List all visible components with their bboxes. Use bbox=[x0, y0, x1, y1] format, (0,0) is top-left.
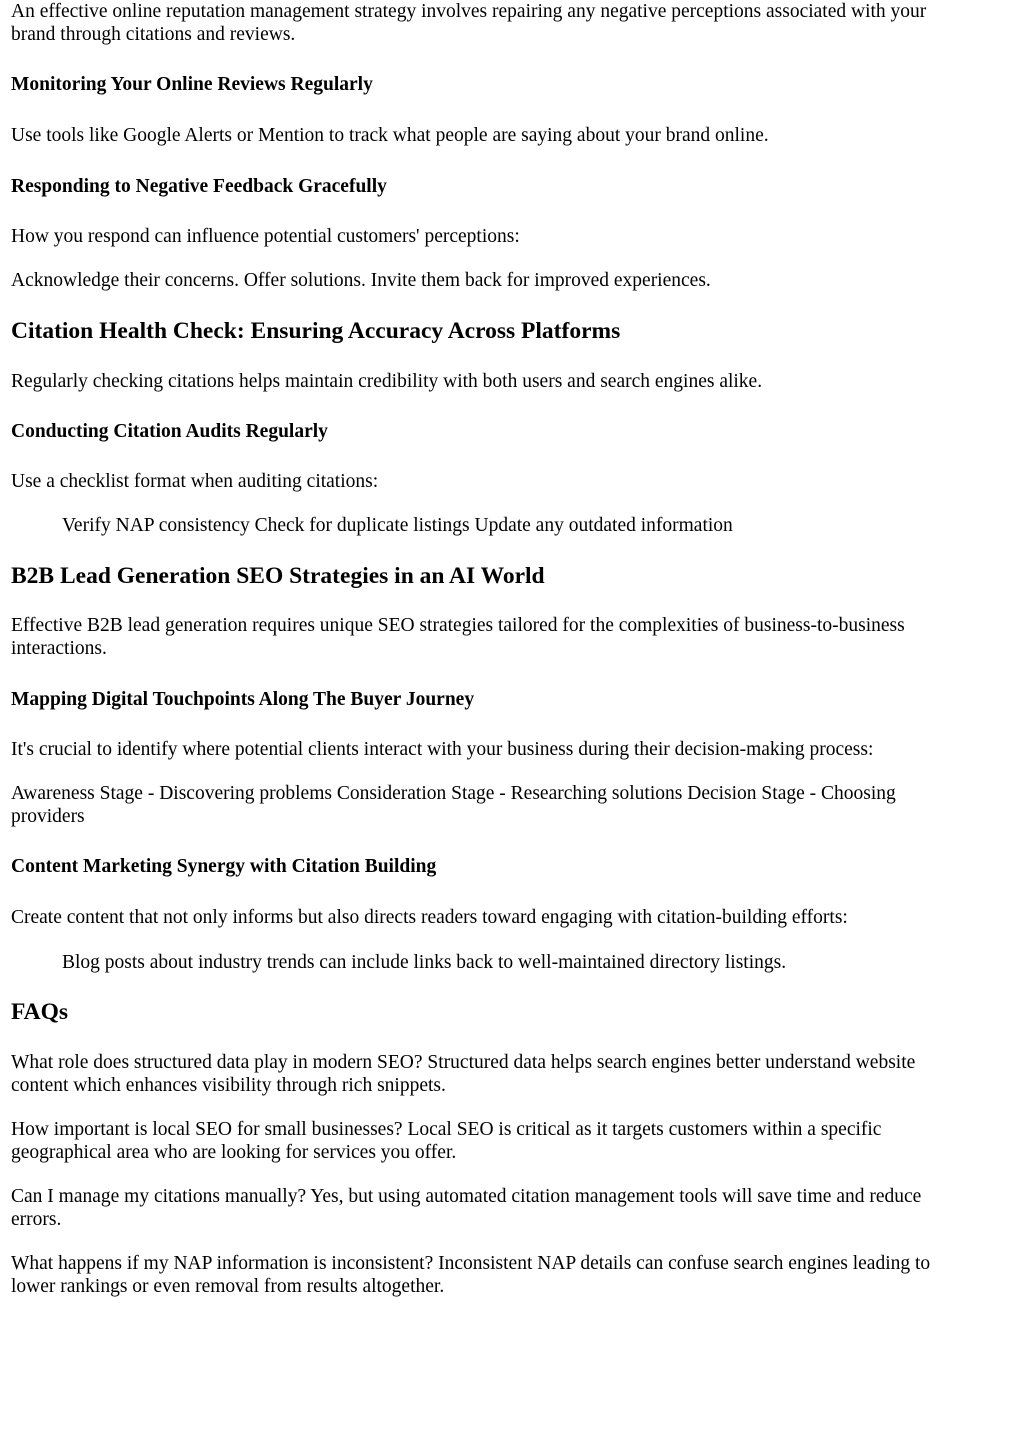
faq-4-line-1: What happens if my NAP information is inconsistent? Inconsistent NAP details can confuse search engines leading to bbox=[11, 1253, 931, 1274]
faq-4-line-2: lower rankings or even removal from results altogether. bbox=[11, 1276, 445, 1297]
audits-paragraph: Use a checklist format when auditing citations: bbox=[11, 471, 379, 492]
audits-heading: Conducting Citation Audits Regularly bbox=[11, 421, 328, 442]
touchpoints-stages bbox=[11, 782, 1001, 828]
faq-3-line-1: Can I manage my citations manually? Yes, but using automated citation management tools will save time and reduce bbox=[11, 1186, 922, 1207]
content-marketing-item: Blog posts about industry trends can include links back to well-maintained directory listings. bbox=[62, 952, 787, 973]
faq-item-nap-inconsistent bbox=[11, 1252, 1001, 1298]
content-marketing-heading: Content Marketing Synergy with Citation Building bbox=[11, 856, 437, 877]
responding-steps: Acknowledge their concerns. Offer solutions. Invite them back for improved experiences. bbox=[11, 270, 711, 291]
intro-line-2: brand through citations and reviews. bbox=[11, 24, 296, 45]
faq-1-line-1: What role does structured data play in modern SEO? Structured data helps search engines better understand website bbox=[11, 1052, 916, 1073]
faq-item-manual-citations bbox=[11, 1185, 1001, 1231]
intro-line-1: An effective online reputation management strategy involves repairing any negative perceptions associated with your bbox=[11, 1, 927, 22]
content-marketing-paragraph: Create content that not only informs but also directs readers toward engaging with citation-building efforts: bbox=[11, 907, 848, 928]
intro-paragraph bbox=[11, 0, 1001, 46]
b2b-heading: B2B Lead Generation SEO Strategies in an AI World bbox=[11, 563, 545, 589]
touchpoints-heading: Mapping Digital Touchpoints Along The Buyer Journey bbox=[11, 689, 475, 710]
citation-health-paragraph: Regularly checking citations helps maintain credibility with both users and search engines alike. bbox=[11, 371, 763, 392]
citation-health-heading: Citation Health Check: Ensuring Accuracy Across Platforms bbox=[11, 318, 621, 344]
b2b-paragraph bbox=[11, 614, 1001, 660]
faq-3-line-2: errors. bbox=[11, 1209, 62, 1230]
faq-item-local-seo bbox=[11, 1118, 1001, 1164]
monitoring-paragraph: Use tools like Google Alerts or Mention to track what people are saying about your brand online. bbox=[11, 125, 769, 146]
b2b-line-2: interactions. bbox=[11, 638, 107, 659]
faq-2-line-1: How important is local SEO for small businesses? Local SEO is critical as it targets customers within a specific bbox=[11, 1119, 882, 1140]
faq-item-structured-data bbox=[11, 1051, 1001, 1097]
touchpoints-paragraph: It's crucial to identify where potential clients interact with your business during their decision-making process: bbox=[11, 739, 874, 760]
audits-checklist: Verify NAP consistency Check for duplicate listings Update any outdated information bbox=[62, 515, 733, 536]
faq-2-line-2: geographical area who are looking for services you offer. bbox=[11, 1142, 457, 1163]
b2b-line-1: Effective B2B lead generation requires unique SEO strategies tailored for the complexities of business-to-business bbox=[11, 615, 905, 636]
stages-line-2: providers bbox=[11, 806, 85, 827]
faq-1-line-2: content which enhances visibility through rich snippets. bbox=[11, 1075, 446, 1096]
stages-line-1: Awareness Stage - Discovering problems Consideration Stage - Researching solutions Decision Stage - Choosing bbox=[11, 783, 896, 804]
responding-paragraph: How you respond can influence potential customers' perceptions: bbox=[11, 226, 520, 247]
faqs-heading: FAQs bbox=[11, 999, 69, 1025]
monitoring-heading: Monitoring Your Online Reviews Regularly bbox=[11, 74, 373, 95]
responding-heading: Responding to Negative Feedback Gracefully bbox=[11, 176, 387, 197]
